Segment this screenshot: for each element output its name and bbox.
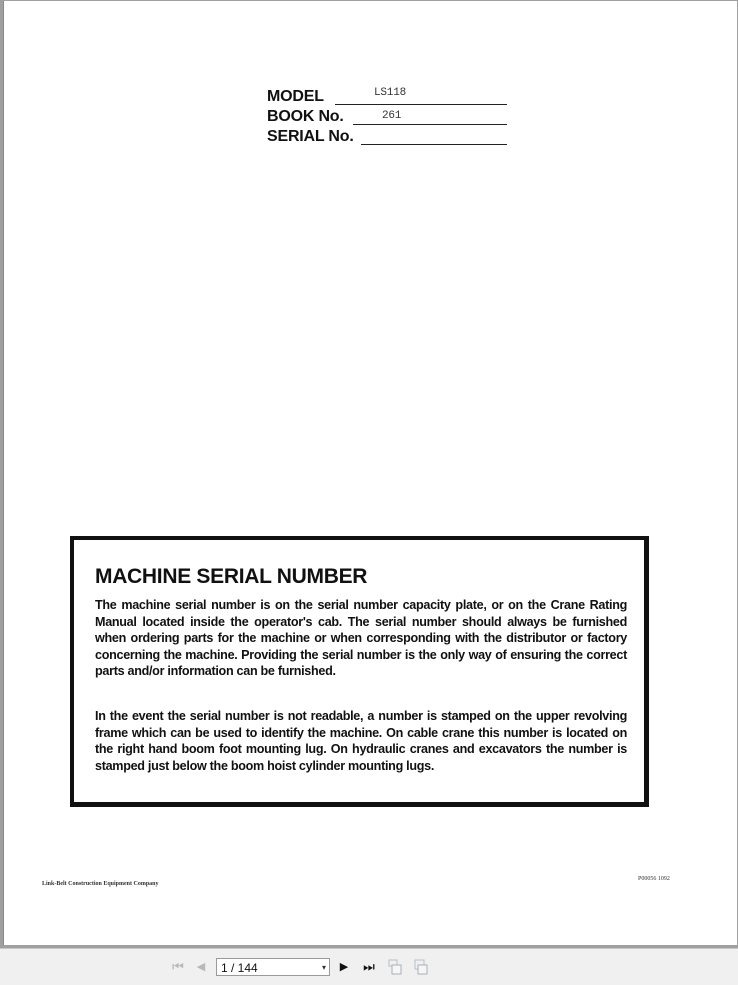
- model-value: LS118: [374, 87, 407, 99]
- serial-number-underline: [361, 144, 507, 145]
- company-name-footer: Link-Belt Construction Equipment Company: [42, 881, 159, 887]
- notice-paragraph-1: The machine serial number is on the serial number capacity plate, or on the Crane Rating Manual located inside the operator's cab. The serial number should always be furnished when ordering parts for the machine or when corresponding with the distributor or factory concerning the machine. Providing the serial number is the only way of ensuring the correct parts and/or information can be furnished.: [95, 598, 627, 678]
- book-number-field: [267, 107, 527, 127]
- book-number-value: 261: [382, 110, 402, 122]
- serial-number-field: [267, 127, 527, 147]
- model-underline: [335, 104, 507, 105]
- last-page-icon[interactable]: ⏭: [363, 959, 375, 974]
- model-label: MODEL: [267, 88, 324, 105]
- notice-title: MACHINE SERIAL NUMBER: [95, 565, 368, 588]
- identification-fields: [267, 87, 527, 147]
- next-page-icon[interactable]: ▶: [339, 961, 349, 973]
- page-indicator: 1 / 144: [221, 961, 258, 975]
- serial-number-label: SERIAL No.: [267, 128, 354, 145]
- chevron-down-icon[interactable]: ▾: [321, 963, 326, 972]
- continuous-view-icon[interactable]: [414, 959, 428, 975]
- book-number-underline: [353, 124, 507, 125]
- pdf-page: [3, 1, 737, 945]
- book-number-label: BOOK No.: [267, 108, 344, 125]
- single-page-view-icon[interactable]: [388, 959, 402, 975]
- page-navigation-toolbar: [0, 948, 738, 985]
- serial-number-notice-box: [70, 536, 649, 807]
- document-code-footer: P00056 1092: [638, 876, 670, 882]
- page-number-dropdown[interactable]: [216, 958, 330, 976]
- first-page-icon[interactable]: ⏮: [172, 959, 184, 974]
- notice-paragraph-2: In the event the serial number is not readable, a number is stamped on the upper revolving frame which can be used to identify the machine. On cable crane this number is located on the right hand boom foot mounting lug. On hydraulic cranes and excavators the number is stamped just below the boom hoist cylinder mounting lugs.: [95, 709, 627, 773]
- model-field: [267, 87, 527, 107]
- previous-page-icon[interactable]: ◀: [196, 961, 206, 973]
